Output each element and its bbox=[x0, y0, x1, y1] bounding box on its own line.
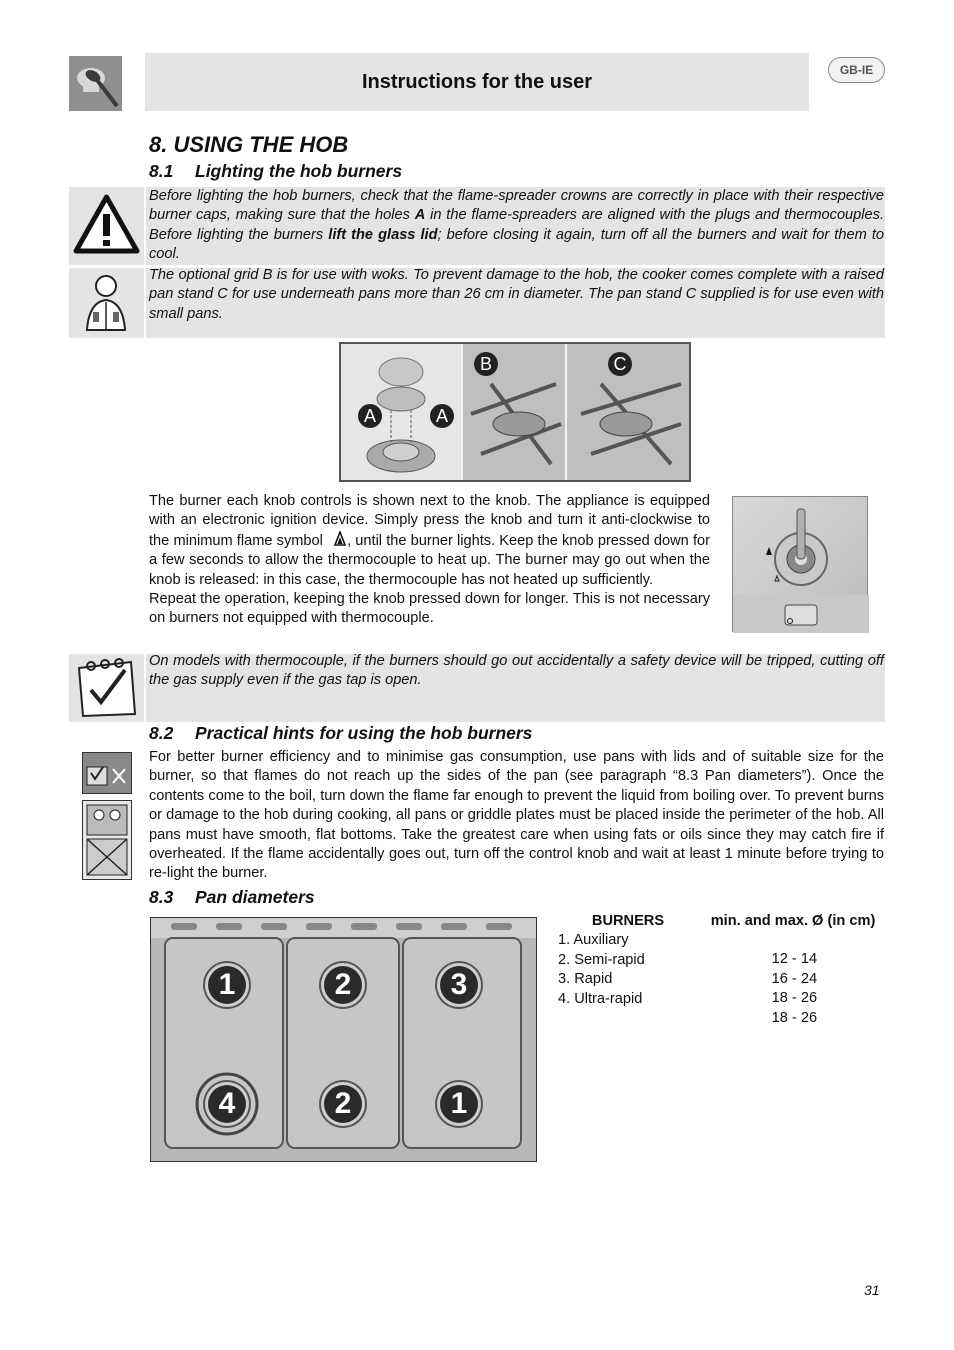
warning-hole-label: A bbox=[414, 207, 426, 224]
burner-label: 4 bbox=[208, 1085, 246, 1123]
header-bar bbox=[145, 53, 809, 111]
ignition-repeat-text: Repeat the operation, keeping the knob pressed down for longer. This is not necessary on burners not equipped with thermocouple. bbox=[149, 591, 710, 627]
label-c: C bbox=[608, 352, 632, 376]
subsection-8-3-heading bbox=[149, 887, 315, 908]
table-cell: 3. Rapid bbox=[558, 971, 613, 988]
min-flame-symbol-icon bbox=[333, 531, 347, 545]
warning-text-part: ; before closing it again, turn off all the burners and wait for them to cool. bbox=[149, 226, 884, 263]
burner-label: 1 bbox=[208, 966, 246, 1004]
ignition-text-part: , until the burner lights. Keep the knob pressed down for a few seconds to allow the thermocouple to heat up. The burner may go out when the knob is released: in this case, the thermocouple has not heated up sufficiently. bbox=[149, 532, 710, 588]
hob-layout-figure bbox=[150, 917, 537, 1162]
subsection-title: Practical hints for using the hob burners bbox=[195, 723, 533, 743]
optional-grid-text: The optional grid B is for use with woks. To prevent damage to the hob, the cooker comes complete with a raised pan stand C for use underneath pans more than 26 cm in diameter. The pan stand C supplied is for use even with small pans. bbox=[149, 267, 884, 322]
pan-lid-icon bbox=[82, 752, 132, 794]
table-cell: 2. Semi-rapid bbox=[558, 951, 645, 968]
table-body bbox=[553, 931, 883, 1028]
table-cell: 4. Ultra-rapid bbox=[558, 990, 643, 1007]
burner-label: 1 bbox=[440, 1085, 478, 1123]
language-badge: GB-IE bbox=[828, 57, 885, 83]
burner-label: 2 bbox=[324, 1085, 362, 1123]
burner-parts-figure bbox=[339, 342, 691, 482]
table-cell: 18 - 26 bbox=[771, 990, 818, 1007]
ignition-text-part: The burner each knob controls is shown next to the knob. The appliance is equipped with an electronic ignition device. Simply press the knob and turn it anti-clockwise to the minimum flame symbol bbox=[149, 493, 710, 549]
warning-text-part: Before lighting the hob burners, check that the flame-spreader crowns are correctly in place with their respective burner caps, making sure that the holes bbox=[149, 188, 884, 224]
chef-spoon-icon bbox=[69, 56, 122, 111]
technician-icon bbox=[69, 268, 144, 338]
ignition-text bbox=[149, 492, 710, 629]
subsection-title: Pan diameters bbox=[195, 887, 315, 907]
burner-label: 2 bbox=[324, 966, 362, 1004]
table-cell: 12 - 14 bbox=[771, 951, 818, 968]
control-knob-figure bbox=[732, 496, 868, 632]
subsection-number: 8.2 bbox=[149, 723, 174, 743]
diameters-column bbox=[706, 931, 883, 1028]
subsection-8-1-heading bbox=[149, 161, 402, 182]
subsection-title: Lighting the hob burners bbox=[195, 161, 403, 181]
table-cell: 1. Auxiliary bbox=[558, 932, 629, 949]
label-a-left: A bbox=[358, 404, 382, 428]
label-a-right: A bbox=[430, 404, 454, 428]
warning-icon bbox=[69, 187, 144, 265]
page-header-title: Instructions for the user bbox=[361, 70, 593, 93]
table-cell: 16 - 24 bbox=[771, 970, 818, 987]
burner-label: 3 bbox=[440, 966, 478, 1004]
warning-text bbox=[149, 187, 884, 265]
hob-perimeter-icon bbox=[82, 800, 132, 880]
warning-emphasis: lift the glass lid bbox=[328, 226, 438, 243]
note-pad-icon bbox=[69, 654, 144, 722]
label-b: B bbox=[474, 352, 498, 376]
page-number: 31 bbox=[864, 1282, 880, 1298]
burners-column bbox=[553, 931, 706, 1028]
section-title: 8. USING THE HOB bbox=[149, 132, 349, 157]
subsection-number: 8.1 bbox=[149, 161, 174, 181]
column-header-diameter: min. and max. Ø (in cm) bbox=[710, 913, 876, 929]
column-header-burners: BURNERS bbox=[591, 913, 665, 929]
table-cell: 18 - 26 bbox=[771, 1009, 818, 1026]
practical-hints-text: For better burner efficiency and to minimise gas consumption, use pans with lids and of suitable size for the burner, so that flames do not reach up the sides of the pan (see paragraph “8.3 Pan diameters”). Once the contents come to the boil, turn down the flame far enough to prevent the liquid from boiling over. To prevent burns or damage to the hob during cooking, all pans or griddle plates must be placed inside the perimeter of the hob. All pans must have smooth, flat bottoms. Take the greatest care when using fats or oils since they may catch fire if overheated. If the flame accidentally goes out, turn off the control knob and wait at least 1 minute before trying to re-light the burner. bbox=[149, 749, 884, 882]
pan-diameters-table bbox=[553, 912, 883, 1028]
subsection-8-2-heading bbox=[149, 723, 532, 744]
table-header-row bbox=[553, 912, 883, 931]
thermocouple-note-text: On models with thermocouple, if the burners should go out accidentally a safety device will be tripped, cutting off the gas supply even if the gas tap is open. bbox=[149, 653, 884, 689]
warning-text-part: in the flame-spreaders are aligned with the plugs and thermocouples. Before lighting the burners bbox=[149, 207, 885, 243]
subsection-number: 8.3 bbox=[149, 887, 174, 907]
